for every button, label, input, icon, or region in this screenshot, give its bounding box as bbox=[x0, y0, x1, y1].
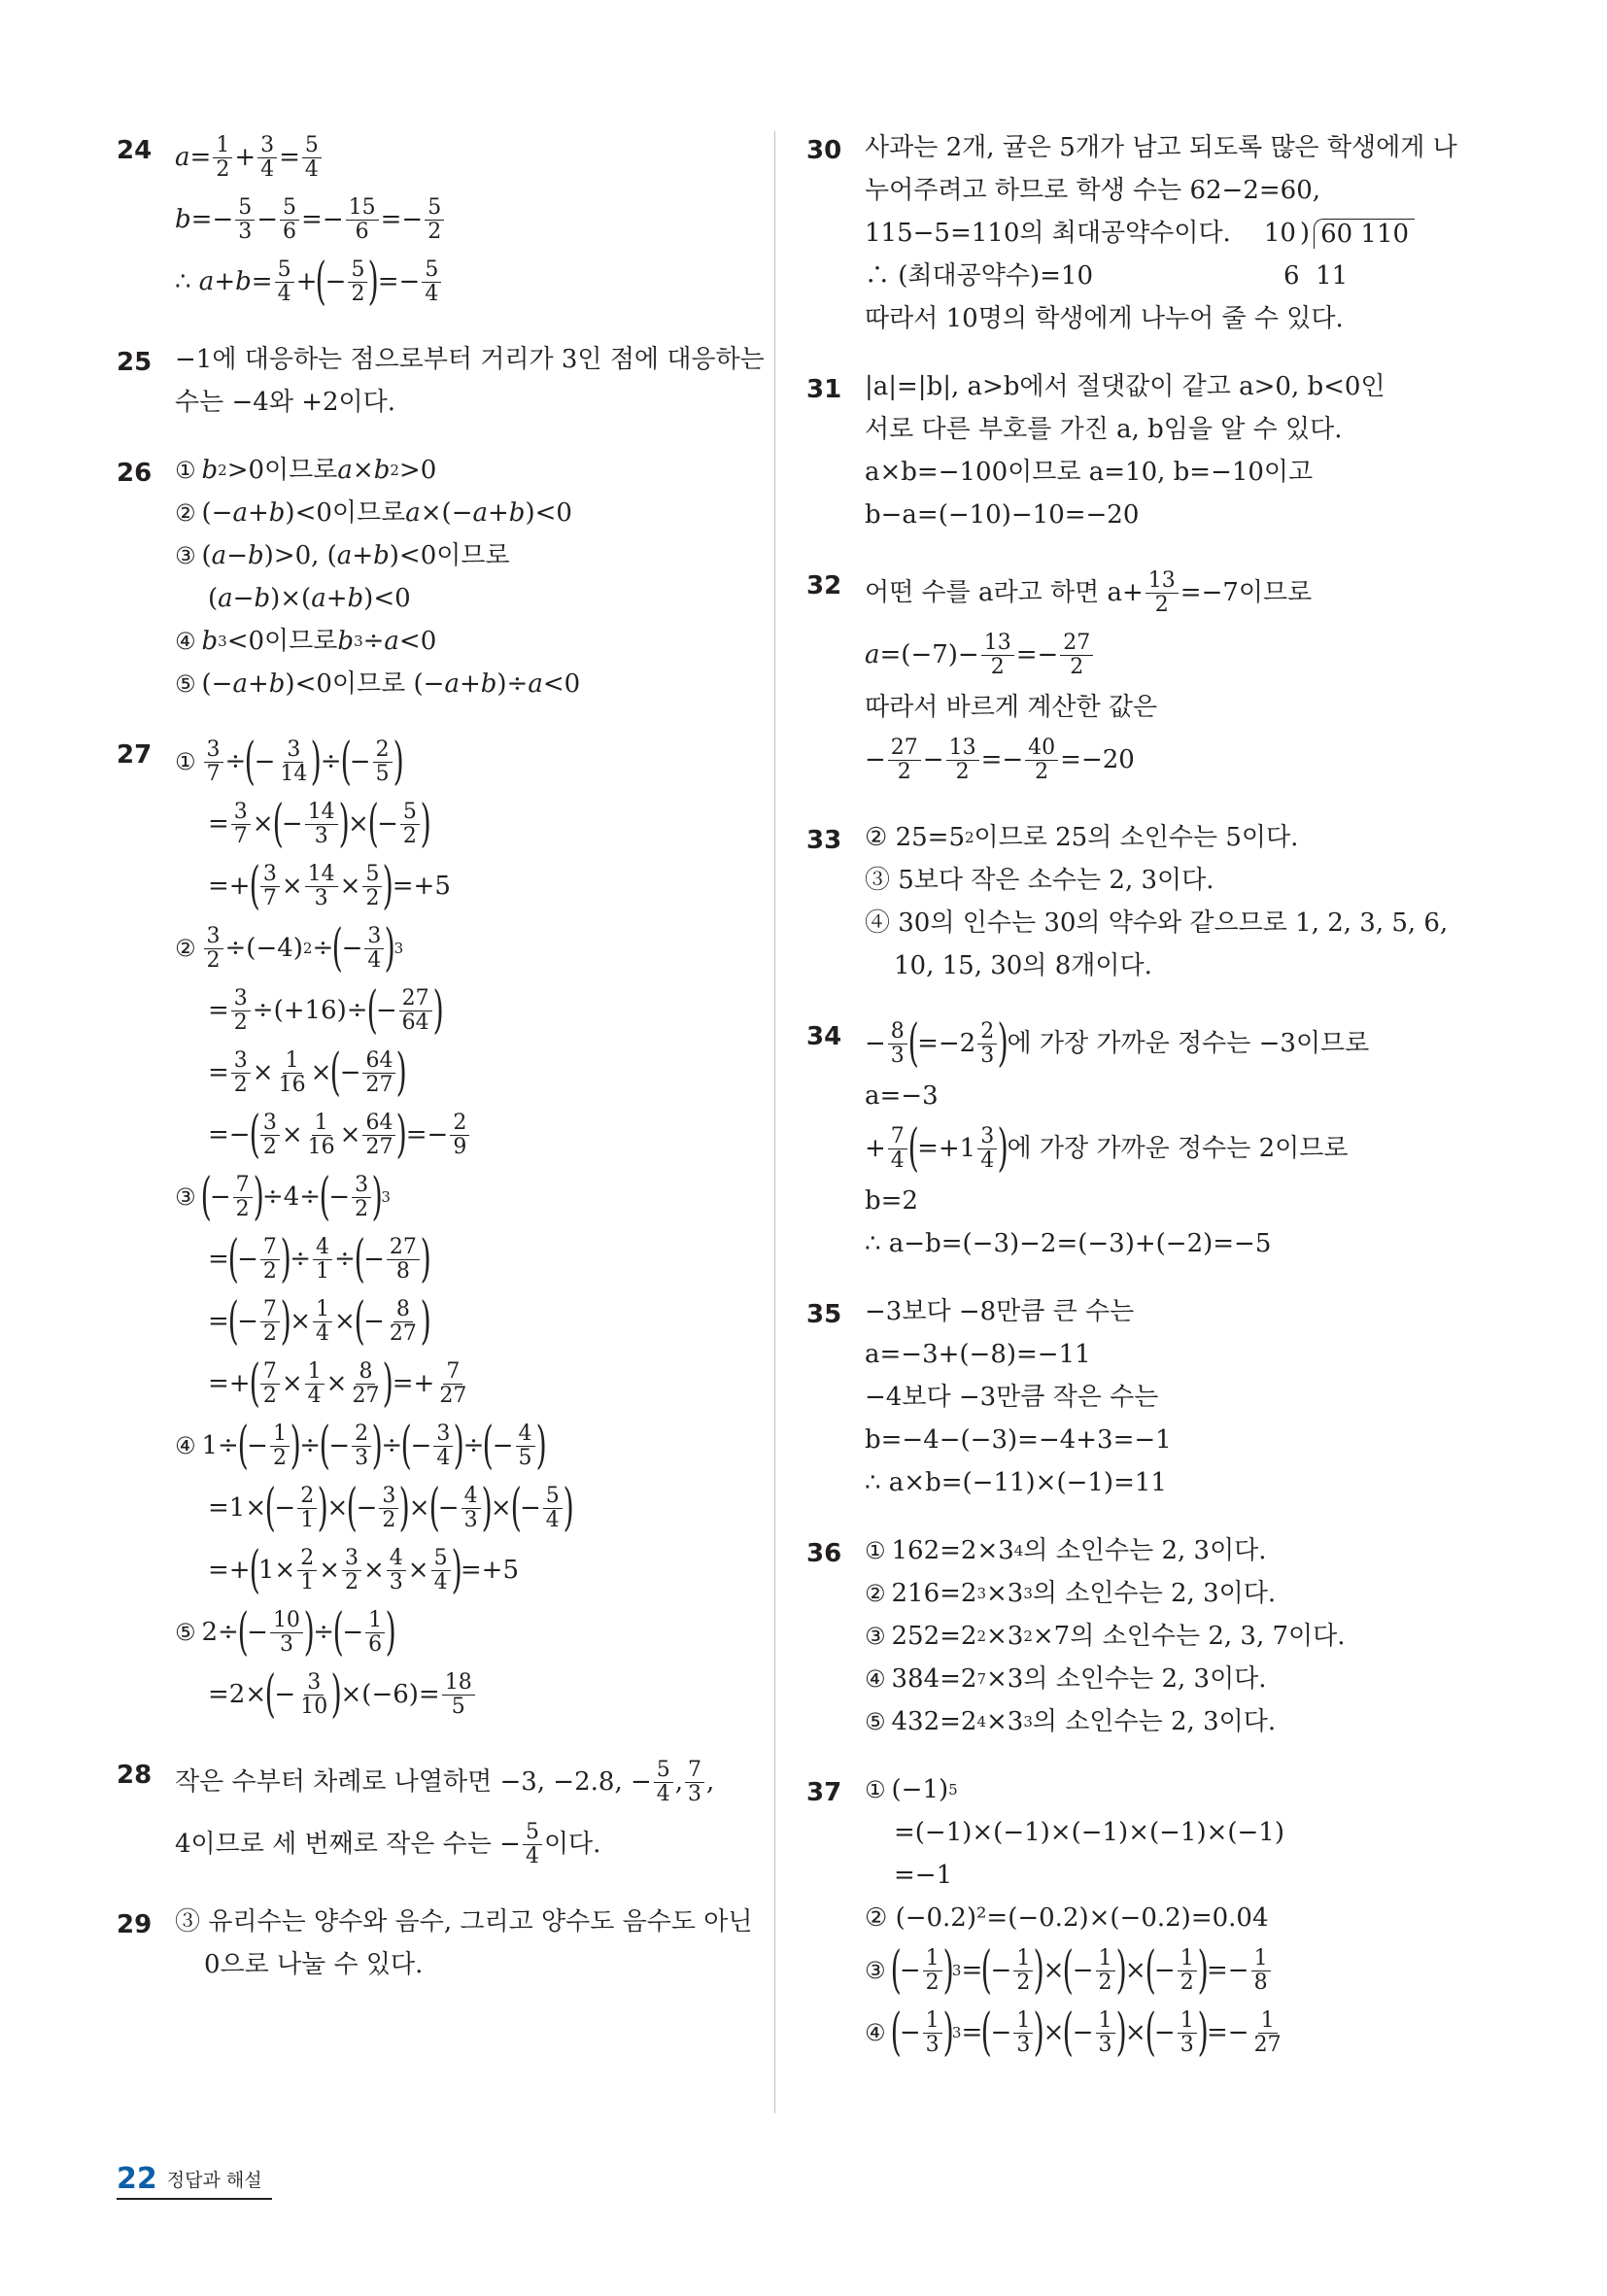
solution-line: a=−3 bbox=[865, 1081, 939, 1111]
solution-line: ④ 384=2 7 ×3의 소인수는 2, 3이다. bbox=[865, 1664, 1267, 1694]
solution-line: |a|=|b|, a>b에서 절댓값이 같고 a>0, b<0인 bbox=[865, 372, 1385, 401]
solution-line: ⑤ 432=2 4 ×3 3 의 소인수는 2, 3이다. bbox=[865, 1707, 1277, 1736]
solution-text: 이다. bbox=[543, 1830, 601, 1859]
solution-text: 에 가장 가까운 정수는 −3이므로 bbox=[1007, 1029, 1370, 1058]
footer-rule bbox=[117, 2198, 272, 2200]
solution-line: − $\frac{27}{2}$ − $\frac{13}{2}$ =− $\frac{40}{2}$ =−20 bbox=[865, 735, 1135, 784]
solution-line: ③ 252=2 2 ×3 2 ×7의 소인수는 2, 3, 7이다. bbox=[865, 1622, 1346, 1651]
problem-25 bbox=[117, 338, 765, 424]
problem-37 bbox=[806, 1768, 1428, 2064]
solution-line: 누어주려고 하므로 학생 수는 62−2=60, bbox=[865, 176, 1320, 205]
solution-line: = ( − $\frac{7}{2}$ ) × $\frac{1}{4}$ × ( − $\frac{8}{27}$ ) bbox=[208, 1292, 431, 1351]
solution-line: ① b 2 >0이므로 a × b 2 >0 bbox=[175, 456, 437, 485]
solution-line bbox=[865, 255, 1428, 297]
solution-line: = $\frac{3}{2}$ × $\frac{1}{16}$ × ( − $\frac{64}{27}$ ) bbox=[208, 1044, 408, 1102]
solution-text: 4이므로 세 번째로 작은 수는 − bbox=[175, 1830, 521, 1859]
problem-number: 25 bbox=[117, 348, 153, 377]
solution-line: ④ b 3 <0이므로 b 3 ÷ a <0 bbox=[175, 627, 437, 656]
solution-line: 사과는 2개, 귤은 5개가 남고 되도록 많은 학생에게 나 bbox=[865, 133, 1457, 162]
page-number: 22 bbox=[117, 2162, 157, 2196]
solution-line bbox=[865, 212, 1428, 255]
solution-line: ② 25=5 2 이므로 25의 소인수는 5이다. bbox=[865, 816, 1428, 859]
solution-line: =−1 bbox=[894, 1861, 953, 1890]
solution-line: 어떤 수를 a라고 하면 a+ $\frac{13}{2}$ =−7이므로 bbox=[865, 567, 1313, 617]
solution-line: 4이므로 세 번째로 작은 수는 − $\frac{5}{4}$ 이다. bbox=[175, 1819, 601, 1868]
problem-31 bbox=[806, 365, 1428, 536]
solution-line: ② $\frac{3}{2}$ ÷(−4) 2 ÷ ( − $\frac{3}{4}$ ) 3 bbox=[175, 919, 404, 977]
solution-line: −1에 대응하는 점으로부터 거리가 3인 점에 대응하는 bbox=[175, 345, 765, 374]
solution-line: ① $\frac{3}{7}$ ÷ ( − $\frac{3}{14}$ ) ÷ ( − $\frac{2}{5}$ ) bbox=[175, 733, 404, 791]
solution-line: = $\frac{3}{2}$ ÷(+16)÷ ( − $\frac{27}{64}$ ) bbox=[208, 981, 444, 1040]
problem-33 bbox=[806, 816, 1449, 987]
solution-line: ① 162=2×3 4 의 소인수는 2, 3이다. bbox=[865, 1536, 1267, 1565]
problem-27 bbox=[117, 731, 738, 1726]
problem-number: 30 bbox=[806, 136, 842, 165]
problem-24 bbox=[117, 126, 738, 313]
solution-line: =+ ( $\frac{7}{2}$ × $\frac{1}{4}$ × $\frac{8}{27}$ ) =+ $\frac{7}{27}$ bbox=[208, 1354, 467, 1413]
problem-29 bbox=[117, 1901, 753, 1986]
solution-line: ∴ a + b = $\frac{5}{4}$ + ( − $\frac{5}{2}$ ) =− $\frac{5}{4}$ bbox=[175, 251, 738, 313]
solution-text: ② 25=5 bbox=[865, 823, 965, 852]
solution-line: 따라서 바르게 계산한 값은 bbox=[865, 693, 1158, 722]
long-division: 10 ) 60 110 bbox=[1264, 212, 1415, 255]
solution-line: =+ ( 1× $\frac{2}{1}$ × $\frac{3}{2}$ × $\frac{4}{3}$ × $\frac{5}{4}$ ) =+5 bbox=[208, 1541, 520, 1599]
solution-line: ⑤ 2÷ ( − $\frac{10}{3}$ ) ÷ ( − $\frac{1}{6}$ ) bbox=[175, 1603, 396, 1662]
dividend: 60 110 bbox=[1314, 219, 1415, 249]
solution-line: ③ ( − $\frac{1}{2}$ ) 3 = ( − $\frac{1}{2}$ ) × ( − $\frac{1}{2}$ ) × ( − $\frac{1}{2}$ ) =− $\frac{1}{8}$ bbox=[865, 1939, 1428, 2002]
solution-line: b=−4−(−3)=−4+3=−1 bbox=[865, 1425, 1172, 1455]
solution-text: 어떤 수를 a라고 하면 a+ bbox=[865, 578, 1144, 607]
problem-number: 33 bbox=[806, 826, 842, 855]
solution-line: = ( − $\frac{7}{2}$ ) ÷ $\frac{4}{1}$ ÷ ( − $\frac{27}{8}$ ) bbox=[208, 1230, 431, 1288]
solution-text: 115−5=110의 최대공약수이다. bbox=[865, 219, 1231, 248]
solution-line: ② 216=2 3 ×3 3 의 소인수는 2, 3이다. bbox=[865, 1579, 1277, 1608]
problem-number: 32 bbox=[806, 571, 842, 600]
solution-line: =+ ( $\frac{3}{7}$ × $\frac{14}{3}$ × $\frac{5}{2}$ ) =+5 bbox=[208, 857, 451, 915]
solution-line: ③ 유리수는 양수와 음수, 그리고 양수도 음수도 아닌 bbox=[175, 1907, 753, 1936]
solution-line: b=2 bbox=[865, 1186, 918, 1216]
problem-34 bbox=[806, 1012, 1428, 1265]
problem-28 bbox=[117, 1751, 738, 1875]
column-divider bbox=[774, 131, 775, 2113]
problem-32 bbox=[806, 562, 1428, 791]
solution-text: =−7이므로 bbox=[1180, 578, 1313, 607]
divisor: 10 bbox=[1263, 219, 1296, 248]
solution-line: ④ 30의 인수는 30의 약수와 같으므로 1, 2, 3, 5, 6, bbox=[865, 908, 1449, 938]
problem-35 bbox=[806, 1290, 1428, 1504]
solution-line: =− ( $\frac{3}{2}$ × $\frac{1}{16}$ × $\frac{64}{27}$ ) =− $\frac{2}{9}$ bbox=[175, 1104, 738, 1166]
quotient: 6 11 bbox=[1283, 261, 1349, 291]
left-column bbox=[117, 126, 765, 2011]
page-footer bbox=[117, 2162, 262, 2196]
solution-line: ① (−1) 5 bbox=[865, 1775, 958, 1804]
problem-number: 29 bbox=[117, 1910, 153, 1939]
problem-number: 36 bbox=[806, 1539, 842, 1568]
solution-line: ⑤ (− a + b )<0이므로 (− a + b )÷ a <0 bbox=[175, 669, 581, 699]
problem-number: 24 bbox=[117, 136, 153, 165]
solution-line: ∴ a×b=(−11)×(−1)=11 bbox=[865, 1468, 1167, 1497]
solution-line: b−a=(−10)−10=−20 bbox=[865, 500, 1140, 530]
solution-line: =2× ( − $\frac{3}{10}$ ) ×(−6)= $\frac{18}{5}$ bbox=[175, 1663, 738, 1726]
solution-line: 서로 다른 부호를 가진 a, b임을 알 수 있다. bbox=[865, 415, 1343, 444]
solution-line: ③ 5보다 작은 소수는 2, 3이다. bbox=[865, 866, 1214, 895]
footer-title: 정답과 해설 bbox=[166, 2170, 262, 2191]
problem-number: 31 bbox=[806, 375, 842, 404]
solution-line: 0으로 나눌 수 있다. bbox=[204, 1950, 424, 1979]
solution-line: 수는 −4와 +2이다. bbox=[175, 388, 396, 417]
solution-line: a×b=−100이므로 a=10, b=−10이고 bbox=[865, 458, 1314, 487]
solution-line: −4보다 −3만큼 작은 수는 bbox=[865, 1383, 1159, 1412]
problem-number: 34 bbox=[806, 1022, 842, 1051]
solution-line: + $\frac{7}{4}$ ( =+1 $\frac{3}{4}$ ) 에 가장 가까운 정수는 2이므로 bbox=[865, 1119, 1349, 1178]
solution-line: 따라서 10명의 학생에게 나누어 줄 수 있다. bbox=[865, 304, 1344, 333]
solution-text: ∴ (최대공약수)=10 bbox=[865, 261, 1094, 291]
solution-line: 10, 15, 30의 8개이다. bbox=[894, 951, 1152, 980]
solution-line: ② (− a + b )<0이므로 a ×(− a + b )<0 bbox=[175, 498, 572, 528]
solution-line: a=−3+(−8)=−11 bbox=[865, 1340, 1091, 1369]
solution-text: 에 가장 가까운 정수는 2이므로 bbox=[1007, 1134, 1349, 1163]
solution-line: − $\frac{8}{3}$ ( =−2 $\frac{2}{3}$ ) 에 가장 가까운 정수는 −3이므로 bbox=[865, 1014, 1370, 1073]
solution-line: ③ ( − $\frac{7}{2}$ ) ÷4÷ ( − $\frac{3}{2}$ ) 3 bbox=[175, 1168, 391, 1226]
solution-text: 작은 수부터 차례로 나열하면 −3, −2.8, − bbox=[175, 1767, 652, 1797]
problem-number: 37 bbox=[806, 1778, 842, 1807]
solution-line: ② (−0.2)²=(−0.2)×(−0.2)=0.04 bbox=[865, 1903, 1269, 1933]
solution-line: = $\frac{3}{7}$ × ( − $\frac{14}{3}$ ) × ( − $\frac{5}{2}$ ) bbox=[208, 795, 431, 853]
solution-line: a =(−7)− $\frac{13}{2}$ =− $\frac{27}{2}$ bbox=[865, 624, 1428, 686]
solution-line: ④ 1÷ ( − $\frac{1}{2}$ ) ÷ ( − $\frac{2}{3}$ ) ÷ ( − $\frac{3}{4}$ ) ÷ ( − $\frac{4}{5}$ ) bbox=[175, 1417, 547, 1475]
problem-36 bbox=[806, 1529, 1428, 1743]
right-column bbox=[806, 126, 1457, 2089]
solution-line: =(−1)×(−1)×(−1)×(−1)×(−1) bbox=[894, 1818, 1284, 1847]
solution-text: 이므로 25의 소인수는 5이다. bbox=[974, 823, 1299, 852]
solution-line: =1× ( − $\frac{2}{1}$ ) × ( − $\frac{3}{2}$ ) × ( − $\frac{4}{3}$ ) × ( − $\frac{5}{4}$ ) bbox=[208, 1479, 574, 1537]
solution-line: b =− $\frac{5}{3}$ − $\frac{5}{6}$ =− $\frac{15}{6}$ =− $\frac{5}{2}$ bbox=[175, 188, 738, 251]
problem-number: 28 bbox=[117, 1761, 153, 1790]
problem-number: 27 bbox=[117, 740, 153, 770]
solution-line: ∴ a−b=(−3)−2=(−3)+(−2)=−5 bbox=[865, 1229, 1272, 1258]
solution-line: ( a − b )×( a + b )<0 bbox=[208, 584, 411, 613]
solution-line: ④ ( − $\frac{1}{3}$ ) 3 = ( − $\frac{1}{3}$ ) × ( − $\frac{1}{3}$ ) × ( − $\frac{1}{3}$ ) =− $\frac{1}{27}$ bbox=[865, 2004, 1282, 2062]
problem-30 bbox=[806, 126, 1457, 340]
problem-number: 35 bbox=[806, 1300, 842, 1329]
problem-26 bbox=[117, 449, 738, 705]
solution-line: 작은 수부터 차례로 나열하면 −3, −2.8, − $\frac{5}{4}$ , $\frac{7}{3}$ , bbox=[175, 1757, 715, 1806]
solution-line: a = $\frac{1}{2}$ + $\frac{3}{4}$ = $\frac{5}{4}$ bbox=[175, 126, 738, 188]
problem-number: 26 bbox=[117, 459, 153, 488]
solution-line: ③ ( a − b )>0, ( a + b )<0이므로 bbox=[175, 541, 510, 570]
solution-line: −3보다 −8만큼 큰 수는 bbox=[865, 1297, 1135, 1326]
